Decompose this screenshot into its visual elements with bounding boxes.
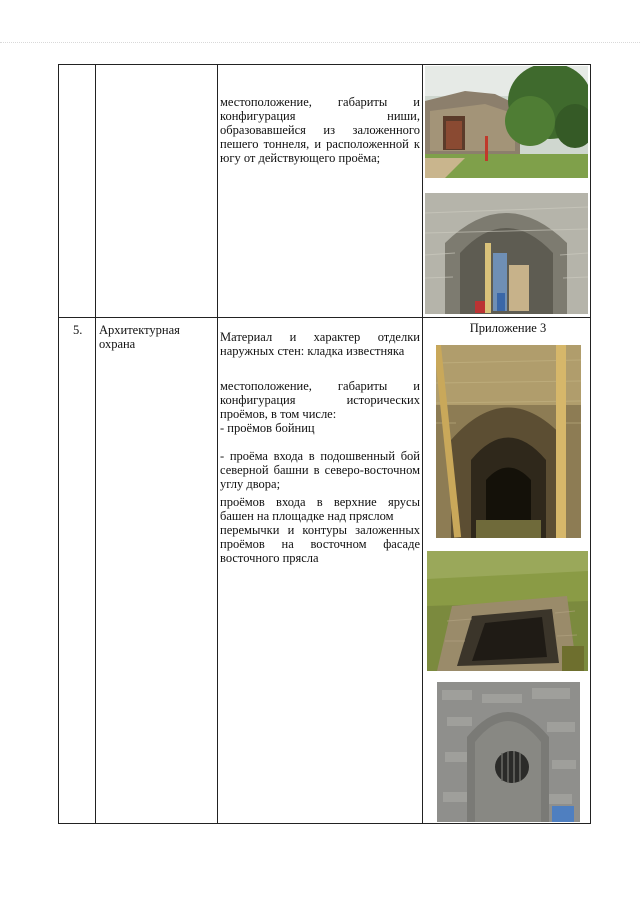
loopholes-text: - проёмов бойниц xyxy=(220,421,315,435)
openings-text: местоположение, габариты и конфигурация исторических проёмов, в том числе: xyxy=(220,379,420,421)
photo-fortress-garden xyxy=(425,66,588,178)
column-divider-3 xyxy=(422,65,423,823)
wall-finish-text: Материал и характер отделки наружных стен: кладка известняка xyxy=(220,330,420,358)
column-divider-1 xyxy=(95,65,96,823)
row-divider xyxy=(59,317,590,318)
niche-description: местоположение, габариты и конфигурация ниши, образовавшейся из заложенного пешего тоннеля, и расположенной к югу от действующего проёма; xyxy=(220,95,420,165)
row-number: 5. xyxy=(73,323,83,337)
page-header-rule xyxy=(0,42,640,43)
element-name: Архитектурная охрана xyxy=(99,323,180,351)
photo-tower-pit xyxy=(427,551,588,671)
lintels-text: перемычки и контуры заложенных проёмов на восточном фасаде восточного прясла xyxy=(220,523,420,565)
appendix-label: Приложение 3 xyxy=(469,321,547,335)
photo-window-facade xyxy=(437,682,580,822)
photo-vaulted-entrance xyxy=(436,345,581,538)
photo-niche-tunnel xyxy=(425,193,588,314)
upper-tiers-entrance-text: проёмов входа в верхние ярусы башен на площадке над пряслом xyxy=(220,495,420,523)
heritage-table xyxy=(58,64,591,824)
column-divider-2 xyxy=(217,65,218,823)
north-tower-entrance-text: - проёма входа в подошвенный бой северной башни в северо-восточном углу двора; xyxy=(220,449,420,491)
